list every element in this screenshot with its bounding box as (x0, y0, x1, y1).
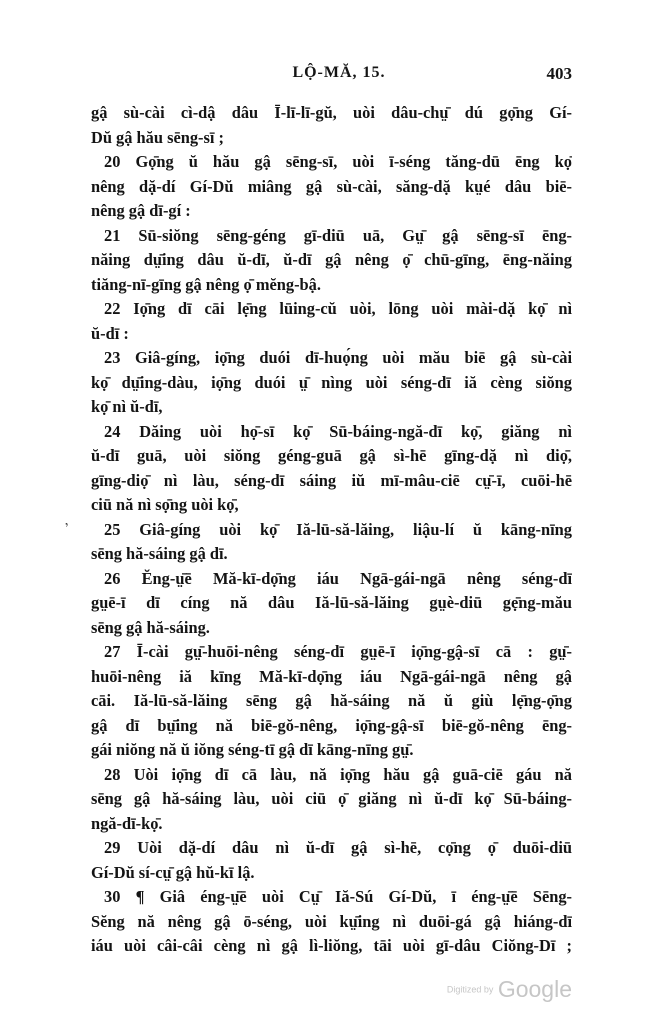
text-line: sēng gậ hă-sáing làu, uòi ciū ọ̄ giăng nì ŭ-dī kọ̄ Sū-báing- (91, 789, 572, 808)
text-line: gṳē-ī dī cíng nă dâu Iă-lū-să-lăing gṳè-diū gẹ̄ng-mău (91, 593, 572, 612)
text-line: gái niŏng nă ŭ iŏng séng-tī gậ dī kāng-nīng gṳ̄. (91, 740, 414, 759)
text-line: gậ sù-cài cì-dậ dâu Ī-lī-lī-gŭ, uòi dâu-chṳ̄ dú gọ̄ng Gí- (91, 103, 572, 122)
running-head (90, 64, 572, 88)
text-line: 28 Uòi iọ̄ng dī cā làu, nă iọ̄ng hău gậ guā-ciē gáu nă (104, 764, 572, 784)
text-line: ŭ-dī guā, uòi siŏng géng-guā gậ sì-hē gīng-dặ nì diọ̄, (91, 446, 572, 465)
running-title: LỘ-MĂ, 15. (292, 64, 386, 81)
text-line: kọ̄ nì ŭ-dī, (91, 397, 163, 416)
text-line: tiăng-nī-gīng gậ nêng ọ̄ mĕng-bậ. (91, 274, 321, 294)
text-line: 24 Dăing uòi họ̄-sī kọ̄ Sū-báing-ngă-dī kọ̄, giăng nì (104, 421, 572, 441)
watermark-prefix: Digitized by (446, 984, 494, 995)
text-line: huōi-nêng iă kīng Mă-kī-dọ̄ng iáu Ngā-gái-ngā nêng gậ (91, 666, 572, 686)
text-line: sēng hă-sáing gậ dī. (91, 544, 228, 563)
text-line: ŭ-dī : (91, 323, 129, 343)
text-line: ciū nă nì sọ̄ng uòi kọ̄, (91, 495, 239, 514)
text-line: cāi. Iă-lū-să-lăing sēng gậ hă-sáing nă ŭ giù lẹ̄ng-ọ̄ng (91, 691, 572, 710)
text-line: 23 Giâ-gíng, iọ̄ng duói dī-huọ́ng uòi mău biē gậ sù-cài (104, 348, 572, 367)
digitized-watermark (447, 976, 572, 1003)
text-line: ngă-dī-kọ̄. (91, 813, 163, 833)
text-line: sēng gậ hă-sáing. (91, 617, 210, 637)
text-line: gīng-diọ̄ nì làu, séng-dī sáing iŭ mī-mâu-ciē cṳ̄-ī, cuōi-hē (91, 470, 572, 490)
text-line: nêng dặ-dí Gí-Dŭ miâng gậ sù-cài, săng-dặ kṳé dâu biē- (91, 176, 572, 196)
text-line: Dŭ gậ hău sēng-sī ; (91, 127, 224, 147)
text-line: Sĕng nă nêng gậ ō-séng, uòi kṳ̄ing nì duōi-gá gậ hiáng-dī (91, 911, 572, 931)
text-body (91, 101, 572, 959)
text-line: 29 Uòi dặ-dí dâu nì ŭ-dī gậ sì-hē, cọ̄ng ọ̄ duōi-diū (104, 838, 572, 857)
text-line: nêng gậ dī-gí : (91, 201, 191, 220)
stray-ink-mark: ʼ (63, 520, 73, 537)
page-number: 403 (546, 64, 572, 83)
text-line: năing dṳ̄ing dâu ŭ-dī, ŭ-dī gậ nêng ọ̄ chū-gīng, ēng-năing (91, 250, 572, 269)
text-line: 22 Iọ̄ng dī cāi lẹ̄ng lūing-cŭ uòi, lōng uòi mài-dặ kọ̄ nì (104, 299, 572, 318)
text-line: 30 ¶ Giâ éng-ṳ̄ē uòi Cṳ̄ Iă-Sú Gí-Dŭ, ī éng-ṳ̄ē Sēng- (104, 887, 572, 906)
text-line: gậ dī bṳ̄ing nă biē-gŏ-nêng, iọ̄ng-gậ-sī biē-gŏ-nêng ēng- (91, 715, 572, 735)
watermark-brand: Google (497, 976, 572, 1002)
text-line: 20 Gọ̄ng ŭ hău gậ sēng-sī, uòi ī-séng tăng-dū ēng kọ̄ (104, 152, 572, 171)
text-line: iáu uòi câi-câi cèng nì gậ lì-liŏng, tāi uòi gī-dâu Ciŏng-Dī ; (91, 936, 572, 955)
text-line: 21 Sū-siŏng sēng-géng gī-diū uā, Gṳ̄ gậ sēng-sī ēng- (104, 225, 572, 245)
text-line: 25 Giâ-gíng uòi kọ̄ Iă-lū-să-lăing, liậu-lí ŭ kāng-nīng (104, 519, 572, 539)
text-line: 26 Ĕng-ṳ̄ē Mă-kī-dọ̄ng iáu Ngā-gái-ngā nêng séng-dī (104, 568, 572, 588)
text-line: kọ̄ dṳ̄ing-dàu, iọ̄ng duói ṳ̄ nìng uòi séng-dī iă cèng siŏng (91, 372, 572, 392)
text-line: 27 Ī-cài gṳ̄-huōi-nêng séng-dī gṳē-ī iọ̄ng-gậ-sī cā : gṳ̄- (104, 642, 572, 661)
text-line: Gí-Dŭ sí-cṳ̄ gậ hŭ-kī lậ. (91, 862, 255, 882)
